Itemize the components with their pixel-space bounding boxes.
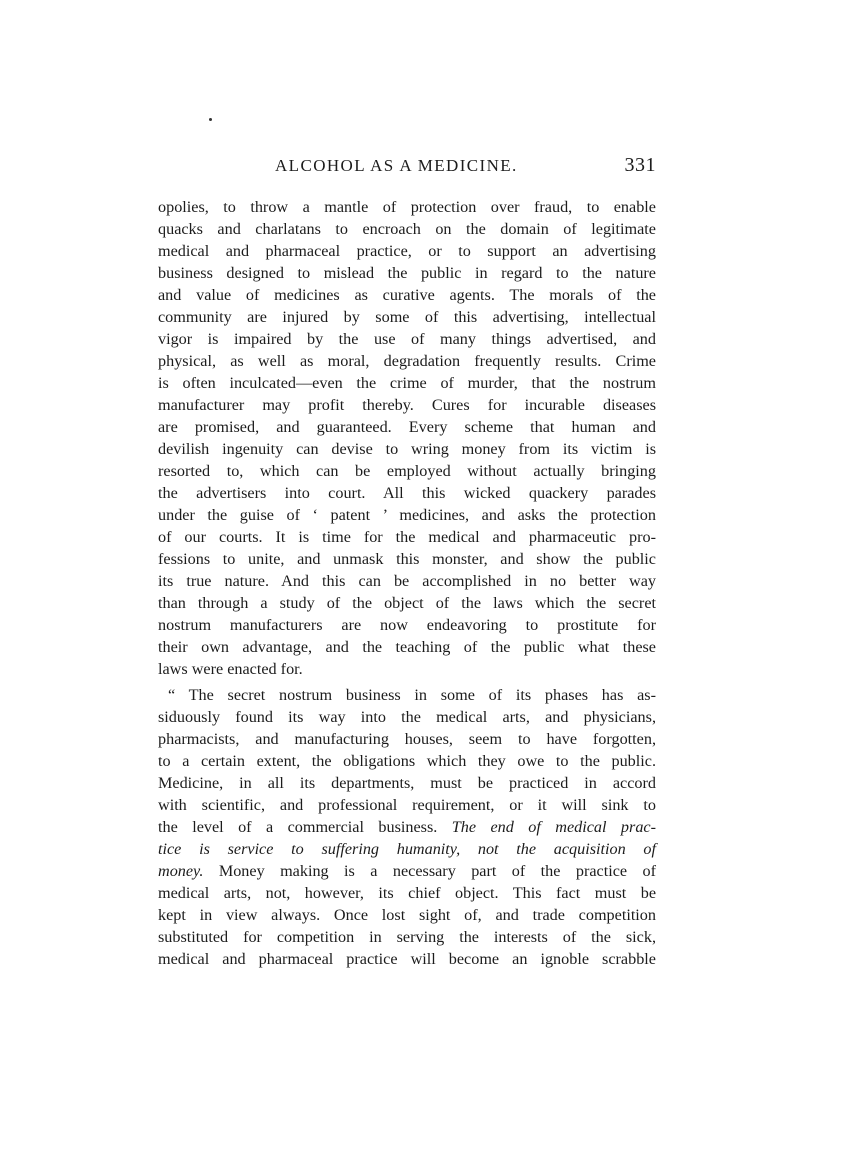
text-line: manufacturer may profit thereby. Cures for incurable diseases xyxy=(158,396,656,414)
text-line: laws were enacted for. xyxy=(158,660,303,678)
italic-emphasis: tice is service to suffering humanity, not the acquisition of xyxy=(158,840,656,858)
running-head xyxy=(158,152,656,182)
text-line: its true nature. And this can be accomplished in no better way xyxy=(158,572,656,590)
text-line: with scientific, and professional requirement, or it will sink to xyxy=(158,796,656,814)
text-line: quacks and charlatans to encroach on the domain of legitimate xyxy=(158,220,656,238)
text-line: Medicine, in all its departments, must be practiced in accord xyxy=(158,774,656,792)
text-line: is often inculcated—even the crime of murder, that the nostrum xyxy=(158,374,656,392)
italic-emphasis: The end of medical prac- xyxy=(451,818,656,836)
text-line: are promised, and guaranteed. Every scheme that human and xyxy=(158,418,656,436)
text-line: pharmacists, and manufacturing houses, seem to have forgotten, xyxy=(158,730,656,748)
text-line: business designed to mislead the public in regard to the nature xyxy=(158,264,656,282)
text-line: medical and pharmaceal practice, or to support an advertising xyxy=(158,242,656,260)
text-line: substituted for competition in serving the interests of the sick, xyxy=(158,928,656,946)
text-line: vigor is impaired by the use of many things advertised, and xyxy=(158,330,656,348)
mixed-text-line xyxy=(158,838,656,860)
text-line: fessions to unite, and unmask this monster, and show the public xyxy=(158,550,656,568)
text-line: resorted to, which can be employed without actually bringing xyxy=(158,462,656,480)
paragraph-2 xyxy=(158,684,656,970)
plain-text: Money making is a necessary part of the practice of xyxy=(203,862,656,880)
text-line: opolies, to throw a mantle of protection over fraud, to enable xyxy=(158,198,656,216)
paragraph-1 xyxy=(158,196,656,680)
text-line: medical arts, not, however, its chief object. This fact must be xyxy=(158,884,656,902)
page-number: 331 xyxy=(624,154,656,176)
text-line: kept in view always. Once lost sight of, and trade competition xyxy=(158,906,656,924)
body-text xyxy=(158,196,656,970)
text-line: nostrum manufacturers are now endeavoring to prostitute for xyxy=(158,616,656,634)
text-line: siduously found its way into the medical arts, and physicians, xyxy=(158,708,656,726)
plain-text: the level of a commercial business. xyxy=(158,818,452,836)
text-line: community are injured by some of this advertising, intellectual xyxy=(158,308,656,326)
text-line: devilish ingenuity can devise to wring money from its victim is xyxy=(158,440,656,458)
text-line: their own advantage, and the teaching of the public what these xyxy=(158,638,656,656)
text-line: than through a study of the object of the laws which the secret xyxy=(158,594,656,612)
text-line: the advertisers into court. All this wicked quackery parades xyxy=(158,484,656,502)
italic-emphasis: money. xyxy=(158,862,204,880)
text-line: and value of medicines as curative agents. The morals of the xyxy=(158,286,656,304)
text-line: to a certain extent, the obligations which they owe to the public. xyxy=(158,752,656,770)
print-speck xyxy=(209,118,212,121)
text-line: physical, as well as moral, degradation frequently results. Crime xyxy=(158,352,656,370)
text-line: “ The secret nostrum business in some of its phases has as- xyxy=(168,686,656,704)
mixed-text-line xyxy=(158,816,656,838)
text-line: of our courts. It is time for the medical and pharmaceutic pro- xyxy=(158,528,656,546)
text-line: medical and pharmaceal practice will become an ignoble scrabble xyxy=(158,950,656,968)
running-title: ALCOHOL AS A MEDICINE. xyxy=(275,156,518,175)
text-line: under the guise of ‘ patent ’ medicines, and asks the protection xyxy=(158,506,656,524)
mixed-text-line xyxy=(158,860,656,882)
